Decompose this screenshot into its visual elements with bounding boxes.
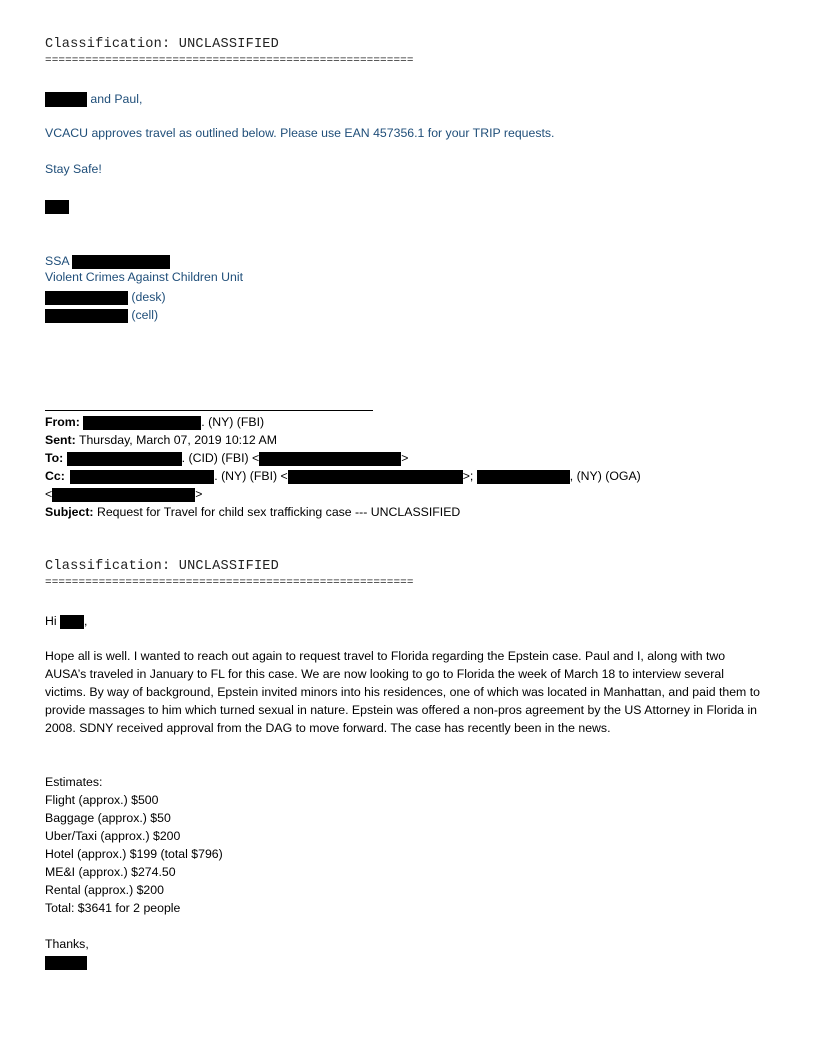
cc-part2: >; bbox=[462, 469, 474, 483]
cc-label: Cc: bbox=[45, 469, 65, 483]
subject-label: Subject: bbox=[45, 505, 94, 519]
estimate-item: Uber/Taxi (approx.) $200 bbox=[45, 829, 181, 843]
from-label: From: bbox=[45, 415, 80, 429]
header-sent bbox=[45, 431, 277, 449]
sent-value: Thursday, March 07, 2019 10:12 AM bbox=[78, 433, 277, 447]
to-middle: . (CID) (FBI) < bbox=[181, 451, 260, 465]
separator-second: ======================================================= bbox=[45, 577, 414, 589]
greeting-top bbox=[45, 90, 142, 108]
signature-unit: Violent Crimes Against Children Unit bbox=[45, 270, 243, 284]
estimate-item: Rental (approx.) $200 bbox=[45, 883, 164, 897]
from-value: . (NY) (FBI) bbox=[201, 415, 265, 429]
header-from bbox=[45, 413, 264, 431]
estimate-item: Hotel (approx.) $199 (total $796) bbox=[45, 847, 223, 861]
header-subject bbox=[45, 503, 460, 521]
cc-part3: , (NY) (OGA) bbox=[569, 469, 641, 483]
estimate-item: Flight (approx.) $500 bbox=[45, 793, 159, 807]
greeting-bottom-prefix: Hi bbox=[45, 614, 57, 628]
estimates-heading: Estimates: bbox=[45, 775, 103, 789]
header-cc bbox=[45, 467, 641, 485]
closing-text: Thanks, bbox=[45, 937, 89, 951]
redaction-block bbox=[45, 92, 87, 107]
subject-value: Request for Travel for child sex trafficking case --- UNCLASSIFIED bbox=[96, 505, 461, 519]
cc-line2-close: > bbox=[195, 487, 203, 501]
greeting-bottom-suffix: , bbox=[84, 614, 88, 628]
greeting-bottom bbox=[45, 612, 87, 630]
signature-cell bbox=[45, 306, 158, 324]
approval-text: VCACU approves travel as outlined below. Please use EAN 457356.1 for your TRIP requests. bbox=[45, 126, 555, 140]
header-cc-line2 bbox=[45, 485, 202, 503]
redaction-block bbox=[72, 255, 170, 269]
desk-label: (desk) bbox=[131, 290, 166, 304]
estimate-item: Baggage (approx.) $50 bbox=[45, 811, 171, 825]
sent-label: Sent: bbox=[45, 433, 76, 447]
stay-safe-text: Stay Safe! bbox=[45, 162, 102, 176]
cc-part1: . (NY) (FBI) < bbox=[214, 469, 288, 483]
redaction-block bbox=[288, 470, 463, 484]
header-divider bbox=[45, 410, 373, 411]
redaction-block bbox=[52, 488, 195, 502]
greeting-top-text: and Paul, bbox=[90, 92, 143, 106]
to-label: To: bbox=[45, 451, 64, 465]
redaction-block bbox=[45, 309, 128, 323]
redaction-block bbox=[70, 470, 214, 484]
estimate-total: Total: $3641 for 2 people bbox=[45, 901, 181, 915]
classification-banner-top: Classification: UNCLASSIFIED bbox=[45, 37, 280, 52]
redaction-block bbox=[45, 956, 87, 970]
signature-title-prefix: SSA bbox=[45, 254, 69, 268]
redaction-block bbox=[45, 291, 128, 305]
signature-title bbox=[45, 252, 170, 270]
classification-banner-second: Classification: UNCLASSIFIED bbox=[45, 559, 280, 574]
redaction-block bbox=[60, 615, 84, 629]
estimate-item: ME&I (approx.) $274.50 bbox=[45, 865, 176, 879]
to-end: > bbox=[401, 451, 409, 465]
redaction-block bbox=[477, 470, 570, 484]
header-to bbox=[45, 449, 408, 467]
cell-label: (cell) bbox=[131, 308, 159, 322]
signature-desk bbox=[45, 288, 166, 306]
redaction-block bbox=[259, 452, 401, 466]
redaction-block bbox=[67, 452, 182, 466]
separator-top: ======================================================= bbox=[45, 55, 414, 67]
cc-line2-open: < bbox=[45, 487, 53, 501]
body-paragraph: Hope all is well. I wanted to reach out again to request travel to Florida regarding the Epstein case. Paul and I, along with two AUSA’s traveled in January to FL for this case. We are now looking to go to Florida the week of March 18 to interview several victims. By way of background, Epstein invited minors into his residences, one of which was located in Manhattan, and paid them to provide massages to him which turned sexual in nature. Epstein was offered a non-pros agreement by the US Attorney in Florida in 2008. SDNY received approval from the DAG to move forward. The case has recently been in the news. bbox=[45, 649, 760, 735]
redaction-block bbox=[83, 416, 201, 430]
redaction-block bbox=[45, 200, 69, 214]
